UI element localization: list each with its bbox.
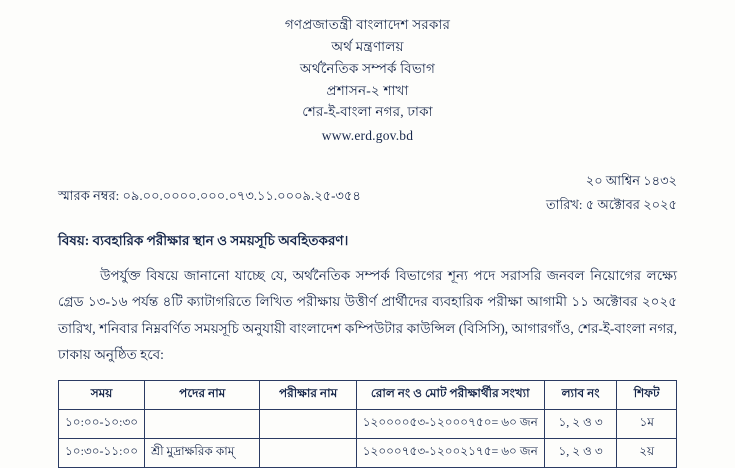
column-header-shift: শিফট xyxy=(617,381,677,410)
memo-number-block xyxy=(58,169,361,208)
table-row xyxy=(59,410,677,439)
column-header-lab: ল্যাব নং xyxy=(544,381,617,410)
cell-time: ১০:০০-১০:৩০ xyxy=(59,410,145,439)
cell-lab: ১, ২ ও ৩ xyxy=(544,410,617,439)
memo-number-value: ০৯.০০.০০০০.০০০.০৭৩.১১.০০০৯.২৫-৩৫৪ xyxy=(122,188,361,204)
date-line xyxy=(546,193,677,216)
memo-meta-row xyxy=(58,169,677,216)
cell-lab: ১, ২ ও ৩ xyxy=(544,439,617,468)
letterhead-line-2: অর্থ মন্ত্রণালয় xyxy=(331,38,404,54)
letterhead-line-4: প্রশাসন-২ শাখা xyxy=(326,82,409,98)
cell-time: ১০:৩০-১১:০০ xyxy=(59,439,145,468)
date-bengali: ২০ আশ্বিন ১৪৩২ xyxy=(585,173,677,189)
cell-shift: ২য় xyxy=(617,439,677,468)
date-block xyxy=(546,169,677,216)
subject-label: বিষয়: xyxy=(58,232,90,248)
body-paragraph xyxy=(58,263,677,368)
cell-exam xyxy=(260,439,356,468)
cell-post xyxy=(145,410,260,439)
memo-number-label: স্মারক নম্বর: xyxy=(58,188,120,204)
letterhead-line-5: শের-ই-বাংলা নগর, ঢাকা xyxy=(302,104,433,120)
column-header-exam: পরীক্ষার নাম xyxy=(260,381,356,410)
date-label: তারিখ: xyxy=(545,196,583,212)
schedule-table xyxy=(58,380,677,468)
paragraph-text: উপর্যুক্ত বিষয়ে জানানো যাচ্ছে যে, অর্থনৈতিক সম্পর্ক বিভাগের শূন্য পদে সরাসরি জনবল নিয়োগের লক্ষ্যে গ্রেড ১৩-১৬ পর্যন্ত ৪টি ক্যাটাগরিতে লিখিত পরীক্ষায় উত্তীর্ণ প্রার্থীদের ব্যবহারিক পরীক্ষা আগামী ১১ অক্টোবর ২০২৫ তারিখ, শনিবার নিম্নবর্ণিত সময়সূচি অনুযায়ী বাংলাদেশ কম্পিউটার কাউন্সিল (বিসিসি), আগারগাঁও, শের-ই-বাংলা নগর, ঢাকায় অনুষ্ঠিত হবে: xyxy=(58,267,677,362)
column-header-post: পদের নাম xyxy=(145,381,260,410)
column-header-time: সময় xyxy=(59,381,145,410)
letterhead-line-3: অর্থনৈতিক সম্পর্ক বিভাগ xyxy=(299,60,436,76)
letterhead-line-1: গণপ্রজাতন্ত্রী বাংলাদেশ সরকার xyxy=(284,17,451,32)
subject-text: ব্যবহারিক পরীক্ষার স্থান ও সময়সূচি অবহিতকরণ। xyxy=(92,232,349,248)
subject-line xyxy=(58,230,677,253)
website-link[interactable]: www.erd.gov.bd xyxy=(321,128,414,144)
cell-exam xyxy=(260,410,356,439)
table-header-row xyxy=(59,381,677,410)
cell-roll: ১২০০০০৫৩-১২০০০৭৫০= ৬০ জন xyxy=(356,410,544,439)
cell-roll: ১২০০০৭৫৩-১২০০২১৭৫= ৬০ জন xyxy=(356,439,544,468)
letterhead xyxy=(58,14,677,147)
date-english: ৫ অক্টোবর ২০২৫ xyxy=(585,196,677,212)
cell-post: শ্রী মুদ্রাক্ষরিক কাম্ xyxy=(145,439,260,468)
cell-shift: ১ম xyxy=(617,410,677,439)
column-header-roll: রোল নং ও মোট পরীক্ষার্থীর সংখ্যা xyxy=(356,381,544,410)
table-row xyxy=(59,439,677,468)
